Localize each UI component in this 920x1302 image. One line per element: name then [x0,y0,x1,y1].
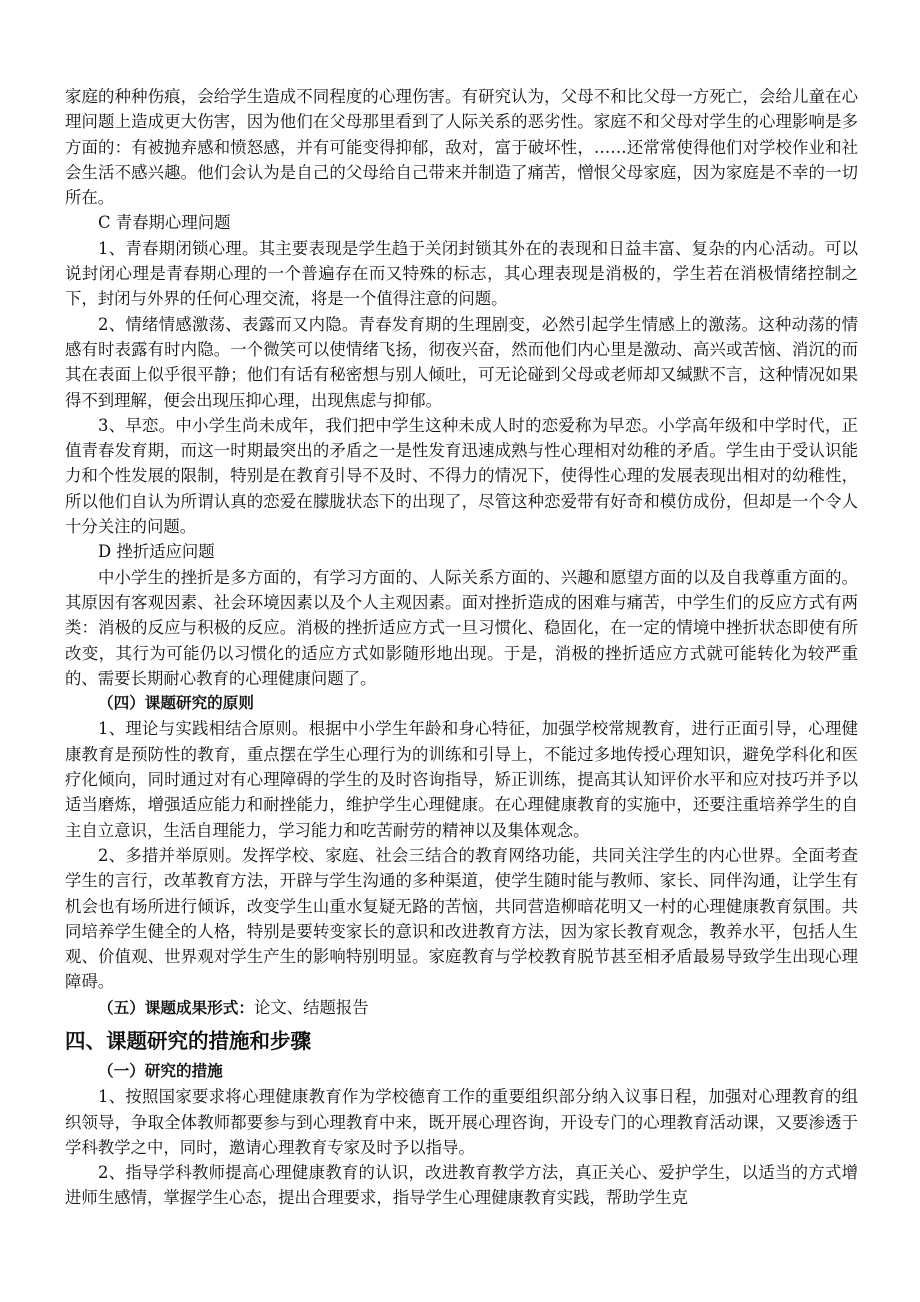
heading-section-5-outcomes [65,995,858,1021]
paragraph-c1: 1、青春期闭锁心理。其主要表现是学生趋于关闭封锁其外在的表现和日益丰富、复杂的内心活动。可以说封闭心理是青春期心理的一个普遍存在而又特殊的标志，其心理表现是消极的，学生若在消极情绪控制之下，封闭与外界的任何心理交流，将是一个值得注意的问题。 [65,238,858,309]
paragraph-principle-1: 1、理论与实践相结合原则。根据中小学生年龄和身心特征，加强学校常规教育，进行正面引导，心理健康教育是预防性的教育，重点摆在学生心理行为的训练和引导上，不能过多地传授心理知识，避免学科化和医疗化倾向，同时通过对有心理障碍的学生的及时咨询指导，矫正训练，提高其认知评价水平和应对技巧并予以适当磨炼，增强适应能力和耐挫能力，维护学生心理健康。在心理健康教育的实施中，还要注重培养学生的自主自立意识，生活自理能力，学习能力和吃苦耐劳的精神以及集体观念。 [65,719,858,840]
document-page [65,84,858,1211]
paragraph-principle-2: 2、多措并举原则。发挥学校、家庭、社会三结合的教育网络功能，共同关注学生的内心世界。全面考查学生的言行，改革教育方法，开辟与学生沟通的多种渠道，使学生随时能与教师、家长、同伴沟通，让学生有机会也有场所进行倾诉，改变学生山重水复疑无路的苦恼，共同营造柳暗花明又一村的心理健康教育氛围。共同培养学生健全的人格，特别是要转变家长的意识和改进教育方法，因为家长教育观念，教养水平，包括人生观、价值观、世界观对学生产生的影响特别明显。家庭教育与学校教育脱节甚至相矛盾最易导致学生出现心理障碍。 [65,845,858,992]
paragraph-measure-2: 2、指导学科教师提高心理健康教育的认识，改进教育教学方法，真正关心、爱护学生，以适当的方式增进师生感情，掌握学生心态，提出合理要求，指导学生心理健康教育实践，帮助学生克 [65,1163,858,1208]
heading-d-frustration: D 挫折适应问题 [98,542,215,562]
section-5-content: 论文、结题报告 [253,997,369,1017]
paragraph-family-harm: 家庭的种种伤痕，会给学生造成不同程度的心理伤害。有研究认为，父母不和比父母一方死亡，会给儿童在心理问题上造成更大伤害，因为他们在父母那里看到了人际关系的恶劣性。家庭不和父母对学生的心理影响是多方面的：有被抛弃感和愤怒感，并有可能变得抑郁，敌对，富于破坏性，……还常常使得他们对学校作业和社会生活不感兴趣。他们会认为是自己的父母给自己带来并制造了痛苦，憎恨父母家庭，因为家庭是不幸的一切所在。 [65,87,858,208]
heading-section-4-principles: （四）课题研究的原则 [98,694,254,713]
paragraph-c3: 3、早恋。中小学生尚未成年，我们把中学生这种未成人时的恋爱称为早恋。小学高年级和中学时代，正值青春发育期，而这一时期最突出的矛盾之一是性发育迅速成熟与性心理相对幼稚的矛盾。学生由于受认识能力和个性发展的限制，特别是在教育引导不及时、不得力的情况下，使得性心理的发展表现出相对的幼稚性，所以他们自认为所谓认真的恋爱在朦胧状态下的出现了，尽管这种恋爱带有好奇和模仿成份，但却是一个令人十分关注的问题。 [65,415,858,537]
paragraph-measure-1: 1、按照国家要求将心理健康教育作为学校德育工作的重要组织部分纳入议事日程，加强对心理教育的组织领导，争取全体教师都要参与到心理教育中来，既开展心理咨询，开设专门的心理教育活动课，又要渗透于学科教学之中，同时，邀请心理教育专家及时予以指导。 [65,1087,858,1157]
heading-c-adolescence: C 青春期心理问题 [98,213,231,233]
heading-chapter-4: 四、课题研究的措施和步骤 [65,1028,311,1053]
heading-measures: （一）研究的措施 [98,1061,223,1080]
paragraph-d1: 中小学生的挫折是多方面的，有学习方面的、人际关系方面的、兴趣和愿望方面的以及自我尊重方面的。其原因有客观因素、社会环境因素以及个人主观因素。面对挫折造成的困难与痛苦，中学生们的反应方式有两类：消极的反应与积极的反应。消极的挫折适应方式一旦习惯化、稳固化，在一定的情境中挫折状态即使有所改变，其行为可能仍以习惯化的适应方式如影随形地出现。于是，消极的挫折适应方式就可能转化为较严重的、需要长期耐心教育的心理健康问题了。 [65,567,858,688]
paragraph-c2: 2、情绪情感激荡、表露而又内隐。青春发育期的生理剧变，必然引起学生情感上的激荡。这种动荡的情感有时表露有时内隐。一个微笑可以使情绪飞扬，彻夜兴奋，然而他们内心里是激动、高兴或苦恼、消沉的而其在表面上似乎很平静；他们有话有秘密想与别人倾吐，可无论碰到父母或老师却又缄默不言，这种情况如果得不到理解，便会出现压抑心理，出现焦虑与抑郁。 [65,314,858,410]
section-5-label: （五）课题成果形式： [98,998,254,1017]
